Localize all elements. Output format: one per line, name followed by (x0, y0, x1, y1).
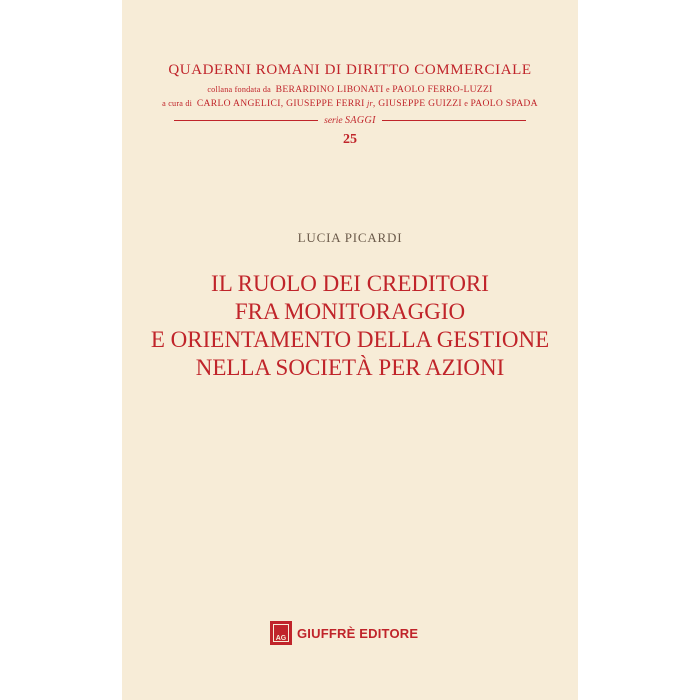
volume-number: 25 (343, 132, 357, 147)
title-line: NELLA SOCIETÀ PER AZIONI (195, 355, 505, 380)
publisher-block (270, 620, 418, 646)
editors-join: e (464, 99, 469, 108)
founded-prefix: collana fondata da (207, 85, 271, 94)
title-line: IL RUOLO DEI CREDITORI (211, 271, 489, 296)
founders-name: BERARDINO LIBONATI (275, 84, 384, 95)
serie-label (318, 115, 382, 126)
divider-line-left (174, 120, 318, 121)
series-founders-line (122, 84, 578, 95)
author-name: LUCIA PICARDI (297, 230, 403, 245)
edited-prefix: a cura di (162, 99, 193, 108)
serie-prefix: serie (324, 115, 343, 126)
logo-text: AG (275, 635, 287, 642)
editors-names: CARLO ANGELICI, GIUSEPPE FERRI (196, 98, 365, 109)
editors-names-3: PAOLO SPADA (470, 98, 538, 109)
series-editors-line (122, 98, 578, 109)
founders-join: e (386, 85, 390, 94)
title-line: FRA MONITORAGGIO (234, 299, 466, 324)
divider-line-right (382, 120, 526, 121)
publisher-name: GIUFFRÈ EDITORE (297, 625, 419, 641)
series-title: QUADERNI ROMANI DI DIRITTO COMMERCIALE (168, 62, 532, 78)
editors-names-2: , GIUSEPPE GUIZZI (372, 98, 462, 109)
serie-divider (174, 113, 526, 127)
founders-name-2: PAOLO FERRO-LUZZI (392, 84, 493, 95)
serie-name: SAGGI (344, 114, 376, 126)
editors-jr: jr (367, 99, 373, 108)
book-cover (122, 0, 578, 700)
publisher-logo-icon (270, 621, 292, 645)
title-line: E ORIENTAMENTO DELLA GESTIONE (150, 327, 550, 352)
book-title (122, 270, 578, 382)
